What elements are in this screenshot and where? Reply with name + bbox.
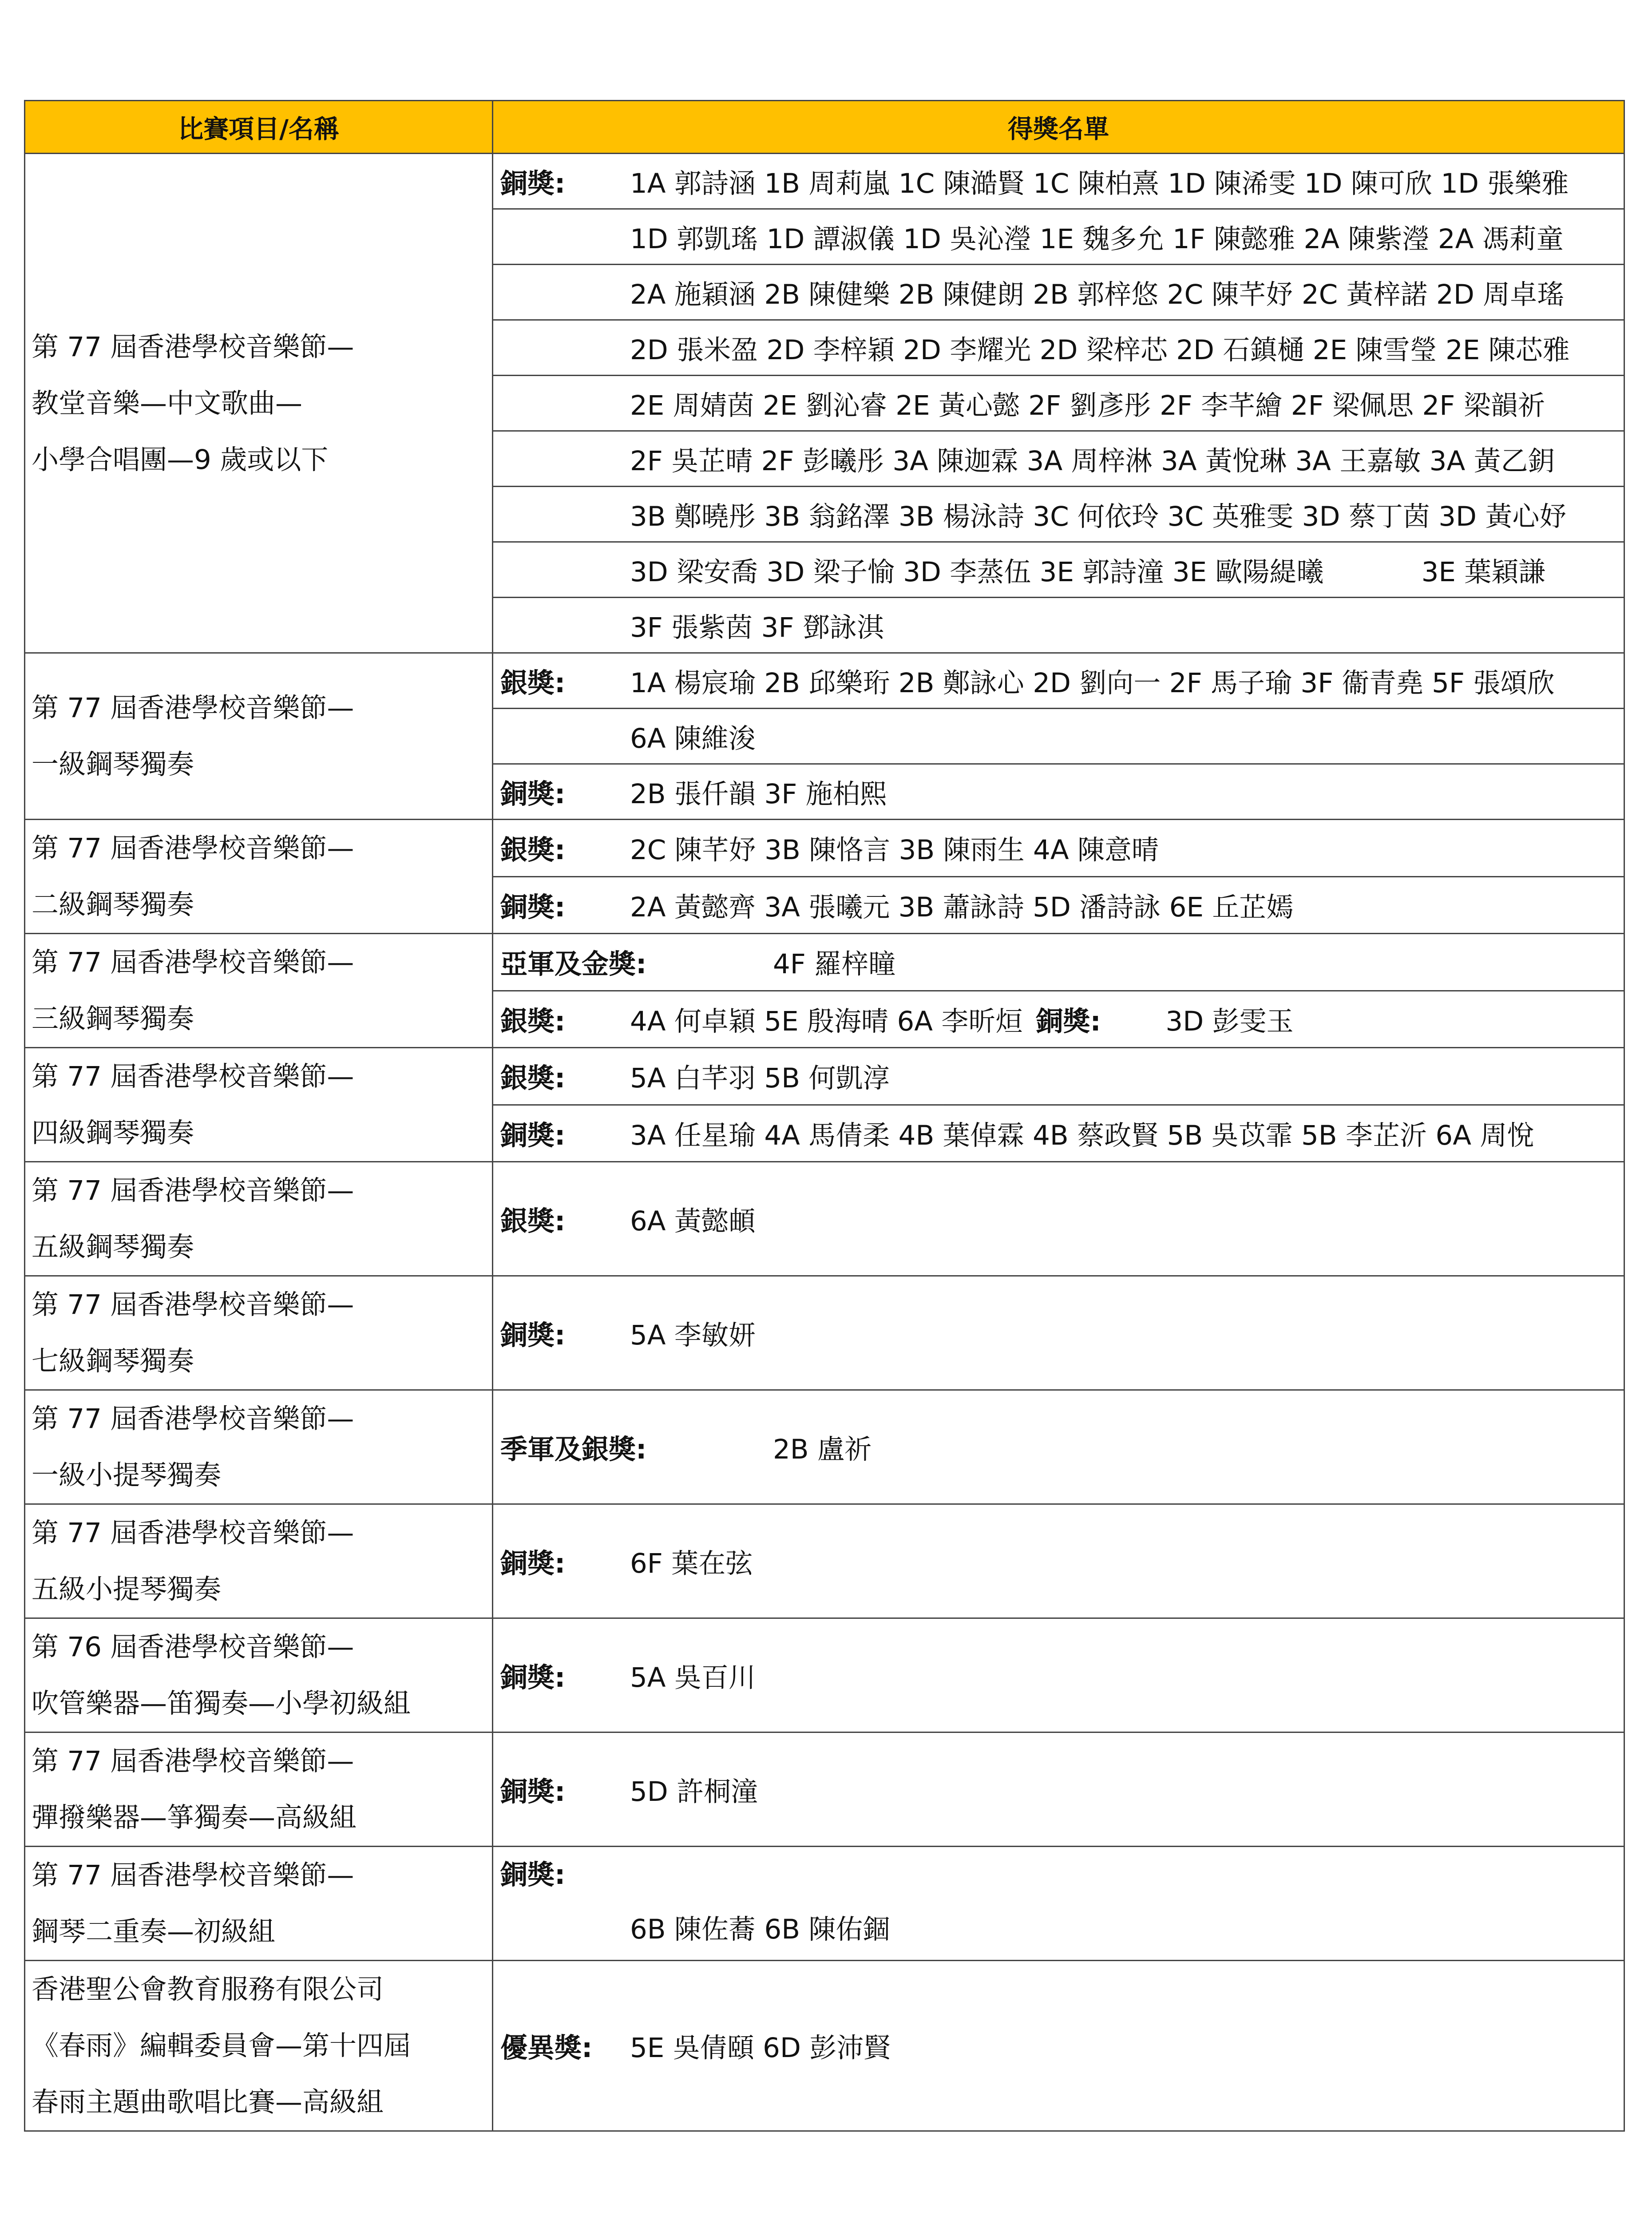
- award-cell: [493, 487, 1624, 542]
- category-line: 五級鋼琴獨奏: [32, 1231, 194, 1263]
- table-row: [25, 1732, 1624, 1847]
- category-line: 小學合唱團—9 歲或以下: [32, 444, 329, 476]
- award-cell: [493, 1618, 1624, 1732]
- award-names: 3A 任星瑜 4A 馬倩柔 4B 葉倬霖 4B 蔡政賢 5B 吳苡霏 5B 李芷沂 6A 周悅: [630, 1119, 1534, 1151]
- award-cell: [493, 1162, 1624, 1276]
- table-row: [25, 820, 1624, 877]
- award-names: 2E 周婧茵 2E 劉沁睿 2E 黃心懿 2F 劉彥彤 2F 李芊繪 2F 梁佩思 2F 梁韻祈: [630, 389, 1545, 421]
- award-names: 6B 陳佐蕎 6B 陳佑錮: [630, 1914, 890, 1945]
- category-line: 香港聖公會教育服務有限公司: [32, 1974, 384, 2005]
- award-label: 優異獎:: [500, 2032, 593, 2064]
- table-row: [25, 1048, 1624, 1105]
- award-label: 銅獎:: [500, 1661, 566, 1693]
- category-cell: [25, 934, 493, 1048]
- award-names: 5D 許桐潼: [630, 1776, 758, 1808]
- award-names: 3D 梁安喬 3D 梁子愉 3D 李蒸伍 3E 郭詩潼 3E 歐陽緹曦: [630, 556, 1324, 588]
- table-row: [25, 653, 1624, 709]
- category-cell: [25, 1276, 493, 1390]
- award-cell: [493, 1504, 1624, 1618]
- category-line: 第 77 屆香港學校音樂節—: [32, 692, 354, 724]
- award-names: 2B 張仟韻 3F 施柏熙: [630, 778, 887, 810]
- award-label: 亞軍及金獎:: [500, 948, 647, 980]
- category-line: 五級小提琴獨奏: [32, 1574, 222, 1605]
- award-names: 6F 葉在弦: [630, 1547, 753, 1579]
- table-row: [25, 154, 1624, 209]
- award-names: 6A 黃懿頔: [630, 1205, 756, 1237]
- award-cell: [493, 542, 1624, 598]
- category-line: 第 77 屆香港學校音樂節—: [32, 832, 354, 864]
- award-names: 3F 張紫茵 3F 鄧詠淇: [630, 611, 884, 643]
- category-line: 第 77 屆香港學校音樂節—: [32, 1859, 354, 1891]
- award-label: 銀獎:: [500, 1205, 566, 1237]
- award-label: 銅獎:: [500, 1547, 566, 1579]
- award-label: 銅獎:: [500, 891, 566, 923]
- table-row: [25, 1504, 1624, 1618]
- award-names: 4A 何卓穎 5E 殷海晴 6A 李昕烜: [630, 1005, 1023, 1037]
- category-line: 彈撥樂器—箏獨奏—高級組: [32, 1802, 357, 1833]
- category-line: 四級鋼琴獨奏: [32, 1117, 194, 1149]
- category-line: 第 77 屆香港學校音樂節—: [32, 1745, 354, 1777]
- award-cell: [493, 820, 1624, 877]
- category-line: 春雨主題曲歌唱比賽—高級組: [32, 2086, 384, 2118]
- award-names: 2D 張米盈 2D 李梓穎 2D 李耀光 2D 梁梓芯 2D 石鎮樋 2E 陳雪瑩 2E 陳芯雅: [630, 334, 1570, 366]
- category-line: 第 76 屆香港學校音樂節—: [32, 1631, 354, 1663]
- award-names: 5A 白芊羽 5B 何凱淳: [630, 1062, 890, 1094]
- awards-table: [24, 100, 1625, 2132]
- category-cell: [25, 1048, 493, 1162]
- award-names: 5A 李敏妍: [630, 1319, 756, 1351]
- header-awards: 得獎名單: [493, 101, 1624, 154]
- award-names-extra: 3E 葉穎謙: [1421, 556, 1546, 588]
- award-label: 銅獎:: [500, 1119, 566, 1151]
- award-cell: [493, 265, 1624, 320]
- award-names: 1D 郭凱瑤 1D 譚淑儀 1D 吳沁瀅 1E 魏多允 1F 陳懿雅 2A 陳紫瀅 2A 馮莉童: [630, 223, 1564, 255]
- category-cell: [25, 1390, 493, 1504]
- category-cell: [25, 1618, 493, 1732]
- award-cell: [493, 1048, 1624, 1105]
- award-names: 3B 鄭曉彤 3B 翁銘澤 3B 楊泳詩 3C 何依玲 3C 英雅雯 3D 蔡丁茵 3D 黃心妤: [630, 500, 1567, 532]
- award-names: 1A 郭詩涵 1B 周莉嵐 1C 陳澔賢 1C 陳柏熹 1D 陳浠雯 1D 陳可欣 1D 張樂雅: [630, 167, 1569, 199]
- category-line: 第 77 屆香港學校音樂節—: [32, 1517, 354, 1549]
- award-cell: [493, 709, 1624, 764]
- category-line: 第 77 屆香港學校音樂節—: [32, 331, 354, 363]
- table-header-row: [25, 101, 1624, 154]
- category-line: 第 77 屆香港學校音樂節—: [32, 947, 354, 978]
- award-cell: [493, 598, 1624, 653]
- table-row: [25, 1162, 1624, 1276]
- award-label: 銀獎:: [500, 667, 566, 699]
- category-line: 第 77 屆香港學校音樂節—: [32, 1175, 354, 1206]
- category-cell: [25, 1847, 493, 1961]
- table-row: [25, 1847, 1624, 1961]
- award-cell: [493, 431, 1624, 487]
- award-cell: [493, 376, 1624, 431]
- award-names: 2B 盧祈: [773, 1433, 872, 1465]
- award-label: 季軍及銀獎:: [500, 1433, 647, 1465]
- category-line: 教堂音樂—中文歌曲—: [32, 387, 303, 419]
- award-label: 銀獎:: [500, 834, 566, 866]
- award-cell: [493, 209, 1624, 265]
- award-cell: [493, 876, 1624, 934]
- category-cell: [25, 1504, 493, 1618]
- category-cell: [25, 1162, 493, 1276]
- category-line: 第 77 屆香港學校音樂節—: [32, 1061, 354, 1092]
- award-names: 2F 吳芷晴 2F 彭曦彤 3A 陳迦霖 3A 周梓淋 3A 黃悅琳 3A 王嘉敏 3A 黃乙鈅: [630, 445, 1555, 477]
- category-cell: [25, 1961, 493, 2131]
- header-category: 比賽項目/名稱: [25, 101, 493, 154]
- category-line: 一級鋼琴獨奏: [32, 749, 194, 780]
- category-cell: [25, 820, 493, 934]
- award-cell: [493, 1847, 1624, 1961]
- award-cell: [493, 154, 1624, 209]
- award-names: 4F 羅梓瞳: [773, 948, 896, 980]
- table-row: [25, 1390, 1624, 1504]
- award-names: 2A 施穎涵 2B 陳健樂 2B 陳健朗 2B 郭梓悠 2C 陳芊妤 2C 黃梓諾 2D 周卓瑤: [630, 278, 1565, 310]
- table-row: [25, 1618, 1624, 1732]
- award-names: 1A 楊宸瑜 2B 邱樂珩 2B 鄭詠心 2D 劉向一 2F 馬子瑜 3F 衞青堯 5F 張頌欣: [630, 667, 1555, 699]
- category-cell: [25, 653, 493, 820]
- award-cell: [493, 1732, 1624, 1847]
- table-row: [25, 1961, 1624, 2131]
- award-label: 銀獎:: [500, 1005, 566, 1037]
- award-names: 5E 吳倩頤 6D 彭沛賢: [630, 2032, 891, 2064]
- award-names: 6A 陳維浚: [630, 722, 756, 754]
- award-label: 銅獎:: [500, 1319, 566, 1351]
- category-line: 吹管樂器—笛獨奏—小學初級組: [32, 1688, 411, 1719]
- category-line: 一級小提琴獨奏: [32, 1459, 222, 1491]
- category-cell: [25, 154, 493, 653]
- table-row: [25, 934, 1624, 991]
- award-label: 銅獎:: [500, 1859, 566, 1891]
- category-line: 第 77 屆香港學校音樂節—: [32, 1403, 354, 1435]
- table-row: [25, 1276, 1624, 1390]
- award-cell: [493, 764, 1624, 820]
- award-cell: [493, 1276, 1624, 1390]
- award-cell: [493, 934, 1624, 991]
- award-names: 2C 陳芊妤 3B 陳恪言 3B 陳雨生 4A 陳意晴: [630, 834, 1159, 866]
- category-line: 第 77 屆香港學校音樂節—: [32, 1289, 354, 1320]
- category-line: 《春雨》編輯委員會—第十四屆: [32, 2030, 411, 2061]
- award-cell: [493, 653, 1624, 709]
- award-cell: [493, 1961, 1624, 2131]
- award-cell: [493, 1390, 1624, 1504]
- award-cell: [493, 1105, 1624, 1162]
- award-names: 2A 黃懿齊 3A 張曦元 3B 蕭詠詩 5D 潘詩詠 6E 丘芷嫣: [630, 891, 1294, 923]
- category-line: 鋼琴二重奏—初級組: [32, 1916, 276, 1947]
- award-label: 銀獎:: [500, 1062, 566, 1094]
- award-cell: [493, 991, 1624, 1048]
- category-line: 二級鋼琴獨奏: [32, 889, 194, 920]
- category-line: 三級鋼琴獨奏: [32, 1003, 194, 1035]
- award-label: 銅獎:: [500, 167, 566, 199]
- award-names: 5A 吳百川: [630, 1661, 756, 1693]
- award-names: 3D 彭雯玉: [1165, 1005, 1294, 1037]
- award-label: 銅獎:: [1036, 1005, 1101, 1037]
- award-label: 銅獎:: [500, 778, 566, 810]
- category-line: 七級鋼琴獨奏: [32, 1345, 194, 1377]
- award-cell: [493, 320, 1624, 376]
- award-label: 銅獎:: [500, 1776, 566, 1808]
- category-cell: [25, 1732, 493, 1847]
